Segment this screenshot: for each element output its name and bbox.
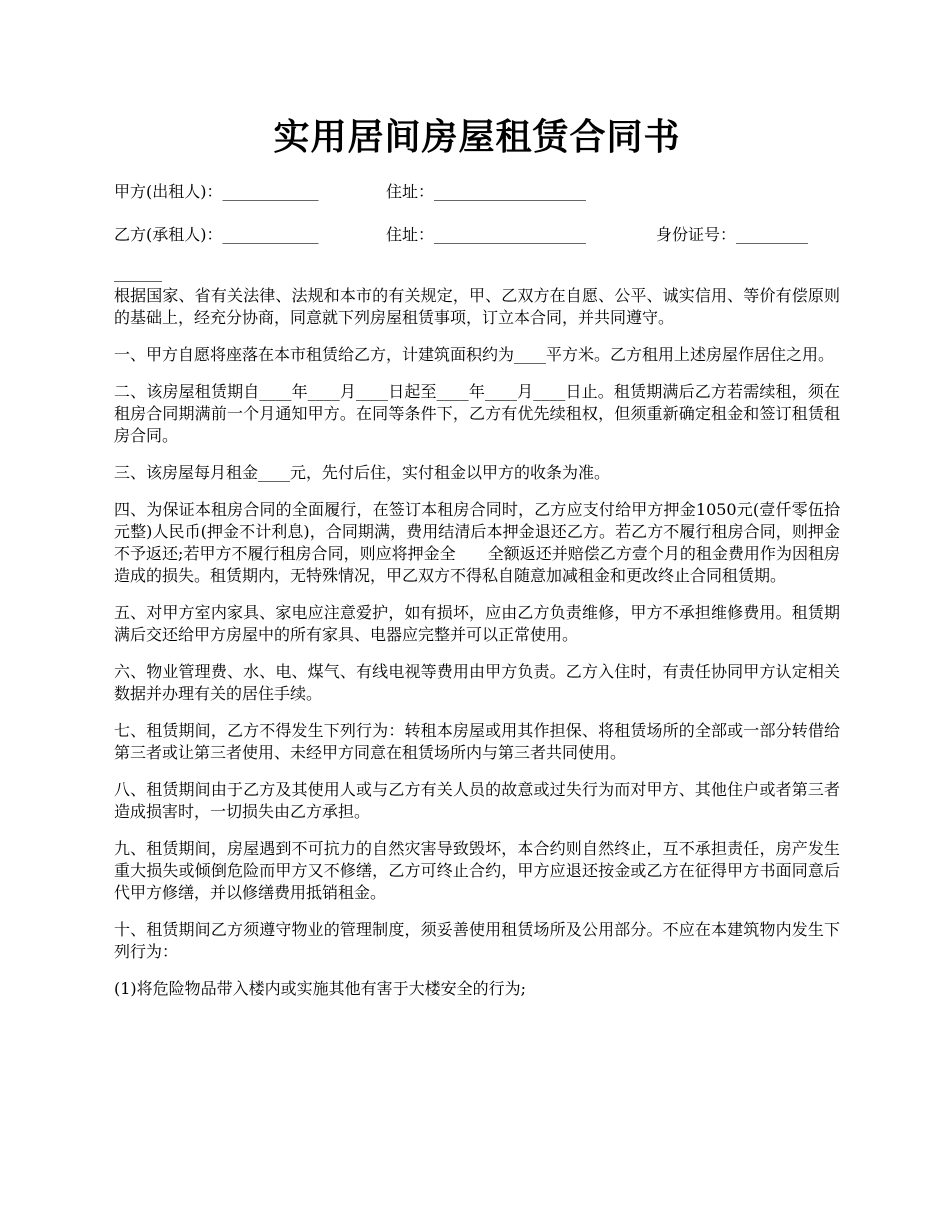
paragraph-preamble: 根据国家、省有关法律、法规和本市的有关规定，甲、乙双方在自愿、公平、诚实信用、等价有偿原则的基础上，经充分协商，同意就下列房屋租赁事项，订立本合同，并共同遵守。: [114, 286, 840, 327]
paragraph-clause-3: 三、该房屋每月租金____元，先付后住，实付租金以甲方的收条为准。: [114, 463, 611, 482]
party-b-id-number-wrap: ______: [114, 263, 162, 282]
paragraph-clause-9: 九、租赁期间，房屋遇到不可抗力的自然灾害导致毁坏，本合约则自然终止，互不承担责任，房产发生重大损失或倾倒危险而甲方又不修缮，乙方可终止合约，甲方应退还按金或乙方在征得甲方书面同意后代甲方修缮，并以修缮费用抵销租金。: [114, 839, 840, 902]
party-a-address: 住址：___________________: [386, 182, 587, 201]
paragraph-clause-5: 五、对甲方室内家具、家电应注意爱护，如有损坏，应由乙方负责维修，甲方不承担维修费用。租赁期满后交还给甲方房屋中的所有家具、电器应完整并可以正常使用。: [114, 603, 840, 644]
party-b-address: 住址：___________________: [386, 225, 587, 244]
party-a-label: 甲方(出租人)：____________: [114, 182, 319, 201]
paragraph-clause-6: 六、物业管理费、水、电、煤气、有线电视等费用由甲方负责。乙方入住时，有责任协同甲方认定相关数据并办理有关的居住手续。: [114, 662, 840, 703]
paragraph-clause-10: 十、租赁期间乙方须遵守物业的管理制度，须妥善使用租赁场所及公用部分。不应在本建筑物内发生下列行为：: [114, 920, 840, 961]
party-b-line: [114, 224, 840, 246]
paragraph-clause-10-item-1: (1)将危险物品带入楼内或实施其他有害于大楼安全的行为;: [114, 979, 527, 998]
paragraph-clause-2: 二、该房屋租赁期自____年____月____日起至____年____月____日止。租赁期满后乙方若需续租，须在租房合同期满前一个月通知甲方。在同等条件下，乙方有优先续租权，但须重新确定租金和签订租赁租房合同。: [114, 382, 840, 445]
party-b-label: 乙方(承租人)：____________: [114, 225, 319, 244]
paragraph-clause-8: 八、租赁期间由于乙方及其使用人或与乙方有关人员的故意或过失行为而对甲方、其他住户或者第三者造成损害时，一切损失由乙方承担。: [114, 780, 840, 821]
paragraph-clause-7: 七、租赁期间，乙方不得发生下列行为：转租本房屋或用其作担保、将租赁场所的全部或一部分转借给第三者或让第三者使用、未经甲方同意在租赁场所内与第三者共同使用。: [114, 721, 840, 762]
contract-body: [114, 285, 840, 1015]
party-a-line: [114, 181, 840, 203]
paragraph-clause-4: 四、为保证本租房合同的全面履行，在签订本租房合同时，乙方应支付给甲方押金1050元(壹仟零伍拾元整)人民币(押金不计利息)，合同期满，费用结清后本押金退还乙方。若乙方不履行租房合同，则押金不予返还;若甲方不履行租房合同，则应将押金全 全额返还并赔偿乙方壹个月的租金费用作为因租房造成的损失。租赁期内，无特殊情况，甲乙双方不得私自随意加减租金和更改终止合同租赁期。: [114, 500, 840, 585]
document-title: 实用居间房屋租赁合同书: [273, 116, 681, 158]
paragraph-clause-1: 一、甲方自愿将座落在本市租赁给乙方，计建筑面积约为____平方米。乙方租用上述房屋作居住之用。: [114, 345, 835, 364]
party-b-id-number: 身份证号：_________: [656, 225, 809, 244]
